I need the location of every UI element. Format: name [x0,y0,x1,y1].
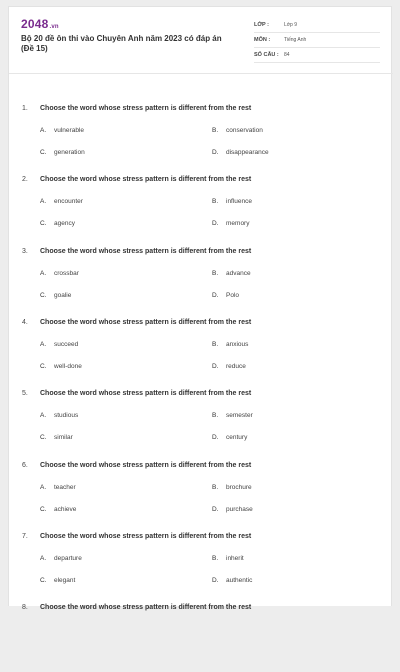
option-text: Polo [226,291,240,299]
answer-option[interactable] [40,198,83,205]
option-text: influence [226,198,253,206]
answer-option[interactable] [212,412,253,419]
option-text: well-done [54,362,82,370]
option-letter: B. [212,269,219,277]
answer-option[interactable] [212,127,263,134]
option-text: agency [54,220,75,228]
answer-option[interactable] [40,363,82,370]
option-text: semester [226,412,253,420]
question-number: 4. [22,318,28,326]
answer-option[interactable] [40,577,75,584]
option-text: purchase [226,505,253,513]
answer-option[interactable] [40,412,78,419]
question-text: Choose the word whose stress pattern is different from the rest [40,247,252,255]
question-number: 2. [22,176,28,184]
option-letter: B. [212,483,219,491]
option-letter: C. [40,362,47,370]
answer-option[interactable] [212,363,246,370]
meta-row-subject [254,34,380,48]
option-letter: A. [40,412,47,420]
option-text: anxious [226,340,249,348]
option-text: memory [226,220,250,228]
answer-option[interactable] [212,577,252,584]
meta-label: MÔN : [254,37,271,43]
question-number: 3. [22,247,28,255]
header-divider [9,73,393,74]
site-logo[interactable] [21,17,59,31]
answer-option[interactable] [40,220,75,227]
option-text: brochure [226,483,252,491]
answer-option[interactable] [212,149,269,156]
question-text: Choose the word whose stress pattern is different from the rest [40,390,252,398]
meta-label: SỐ CÂU : [254,52,279,58]
question-item [9,176,393,244]
question-number: 5. [22,390,28,398]
logo-main-text: 2048 [21,17,49,31]
answer-option[interactable] [212,270,251,277]
answer-option[interactable] [40,506,76,513]
option-letter: C. [40,434,47,442]
question-item [9,533,393,601]
document-title: Bộ 20 đề ôn thi vào Chuyên Anh năm 2023 có đáp án (Đề 15) [21,34,222,53]
option-letter: C. [40,291,47,299]
question-number: 6. [22,461,28,469]
option-text: generation [54,149,85,156]
question-text: Choose the word whose stress pattern is different from the rest [40,105,252,112]
option-text: reduce [226,362,246,370]
option-letter: A. [40,198,47,206]
option-letter: B. [212,340,219,348]
option-text: vulnerable [54,127,84,134]
logo-suffix-text: .vn [49,24,59,30]
document-header [9,7,393,69]
option-letter: D. [212,291,219,299]
meta-value: 84 [284,52,290,58]
answer-option[interactable] [212,506,253,513]
option-text: century [226,434,248,442]
answer-option[interactable] [212,220,249,227]
option-text: teacher [54,483,76,491]
option-letter: A. [40,483,47,491]
answer-option[interactable] [212,434,247,441]
option-text: goalie [54,291,72,299]
option-text: authentic [226,576,253,584]
answer-option[interactable] [212,555,244,562]
question-number: 1. [22,105,28,112]
option-text: inherit [226,554,244,562]
option-text: departure [54,554,82,562]
answer-option[interactable] [212,341,248,348]
option-text: achieve [54,505,77,513]
option-letter: C. [40,505,47,513]
question-text: Choose the word whose stress pattern is different from the rest [40,176,252,184]
question-text: Choose the word whose stress pattern is different from the rest [40,461,252,469]
option-letter: A. [40,554,47,562]
answer-option[interactable] [212,292,239,299]
meta-row-question-count [254,49,380,63]
option-letter: C. [40,220,47,228]
option-letter: B. [212,554,219,562]
answer-option[interactable] [40,149,85,156]
option-text: encounter [54,198,83,206]
question-item [9,319,393,387]
question-text: Choose the word whose stress pattern is different from the rest [40,318,252,326]
meta-value: Tiếng Anh [284,37,307,43]
option-letter: C. [40,576,47,584]
answer-option[interactable] [40,127,84,134]
option-letter: A. [40,127,47,134]
question-item [9,604,393,672]
option-letter: C. [40,149,47,156]
option-text: advance [226,269,251,277]
option-letter: D. [212,576,219,584]
answer-option[interactable] [40,341,78,348]
question-number: 7. [22,532,28,540]
option-letter: A. [40,340,47,348]
option-letter: D. [212,362,219,370]
option-text: elegant [54,576,76,584]
option-text: studious [54,412,79,420]
option-letter: D. [212,434,219,442]
answer-option[interactable] [212,484,252,491]
meta-label: LỚP : [254,22,269,28]
answer-option[interactable] [40,484,76,491]
meta-row-grade [254,19,380,33]
answer-option[interactable] [40,434,73,441]
question-item [9,390,393,458]
option-text: crossbar [54,269,79,277]
question-number: 8. [22,604,28,612]
option-text: succeed [54,340,79,348]
option-text: conservation [226,127,263,134]
option-text: similar [54,434,73,442]
answer-option[interactable] [212,198,252,205]
answer-option[interactable] [40,555,82,562]
question-text: Choose the word whose stress pattern is different from the rest [40,604,252,612]
option-text: disappearance [226,149,269,156]
option-letter: B. [212,412,219,420]
option-letter: D. [212,505,219,513]
option-letter: D. [212,149,219,156]
option-letter: B. [212,127,219,134]
option-letter: A. [40,269,47,277]
option-letter: B. [212,198,219,206]
question-item [9,105,393,173]
meta-value: Lớp 9 [284,22,298,28]
answer-option[interactable] [40,292,71,299]
question-item [9,248,393,316]
option-letter: D. [212,220,219,228]
document-page [8,6,392,612]
question-text: Choose the word whose stress pattern is different from the rest [40,532,252,540]
answer-option[interactable] [40,270,79,277]
question-item [9,462,393,530]
